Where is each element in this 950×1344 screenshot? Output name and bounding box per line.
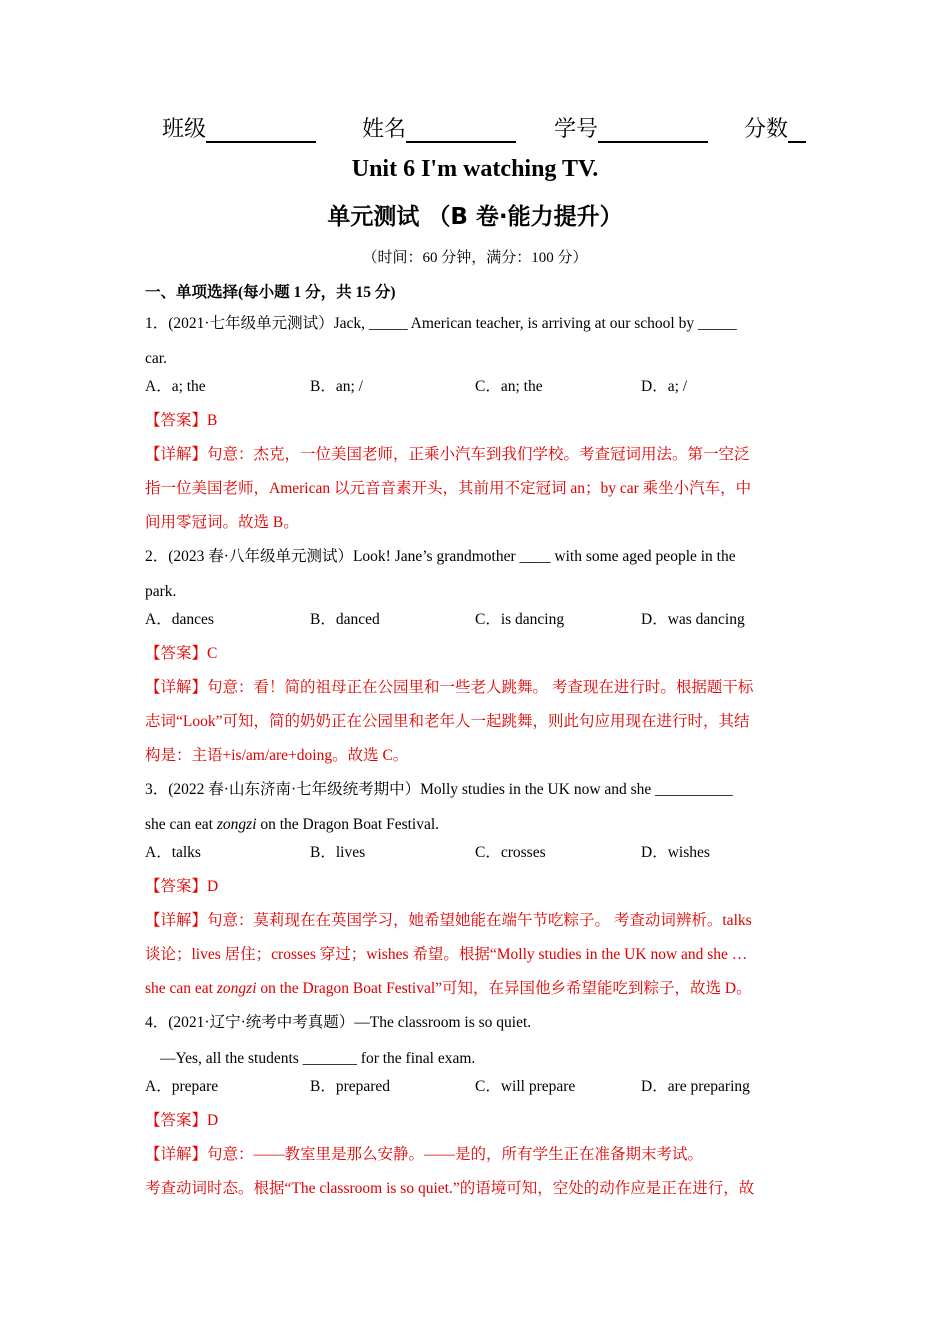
q2-option-c[interactable]: C．is dancing bbox=[475, 611, 565, 628]
q1-answer: 【答案】B bbox=[145, 412, 218, 429]
q3-stem-line2 bbox=[145, 814, 810, 836]
q1-stem-line1: 1．(2021·七年级单元测试）Jack, _____ American teacher, is arriving at our school by _____ bbox=[145, 315, 737, 332]
q3-stem-line2-post: on the Dragon Boat Festival. bbox=[256, 816, 440, 833]
q3-detail-line3-post: on the Dragon Boat Festival”可知，在异国他乡希望能吃到粽子，故选 D。 bbox=[256, 980, 752, 997]
q3-detail-zongzi: zongzi bbox=[216, 980, 257, 997]
q4-answer: 【答案】D bbox=[145, 1112, 219, 1129]
q4-detail-line2: 考查动词时态。根据“The classroom is so quiet.”的语境可知，空处的动作应是正在进行，故 bbox=[145, 1180, 755, 1197]
q1-option-a[interactable]: A．a; the bbox=[145, 378, 206, 395]
q3-answer: 【答案】D bbox=[145, 878, 219, 895]
q2-option-a[interactable]: A．dances bbox=[145, 611, 214, 628]
score-field bbox=[744, 112, 806, 143]
name-field bbox=[362, 112, 516, 143]
id-field bbox=[554, 112, 708, 143]
q4-stem-line2: —Yes, all the students _______ for the final exam. bbox=[160, 1050, 476, 1067]
q1-detail-line2: 指一位美国老师，American 以元音音素开头，其前用不定冠词 an；by car 乘坐小汽车，中 bbox=[145, 480, 752, 497]
q4-option-b[interactable]: B．prepared bbox=[310, 1078, 391, 1095]
q2-option-d[interactable]: D．was dancing bbox=[641, 611, 745, 628]
q4-option-a[interactable]: A．prepare bbox=[145, 1078, 219, 1095]
q2-stem-line2: park. bbox=[145, 583, 177, 600]
q4-stem-line1: 4．(2021·辽宁·统考中考真题）—The classroom is so quiet. bbox=[145, 1014, 532, 1031]
class-label: 班级 bbox=[162, 117, 207, 142]
name-blank[interactable] bbox=[406, 117, 516, 143]
q1-detail-line1: 【详解】句意：杰克，一位美国老师，正乘小汽车到我们学校。考查冠词用法。第一空泛 bbox=[145, 446, 750, 463]
q2-detail-line2: 志词“Look”可知，简的奶奶正在公园里和老年人一起跳舞，则此句应用现在进行时，其结 bbox=[145, 713, 750, 730]
id-label: 学号 bbox=[554, 117, 599, 142]
q3-option-a[interactable]: A．talks bbox=[145, 844, 201, 861]
score-blank[interactable] bbox=[788, 117, 806, 143]
q3-detail-line1: 【详解】句意：莫莉现在在英国学习，她希望她能在端午节吃粽子。 考查动词辨析。talks bbox=[145, 912, 752, 929]
id-blank[interactable] bbox=[598, 117, 708, 143]
test-title: 单元测试 （B 卷·能力提升） bbox=[327, 204, 623, 230]
q1-option-d[interactable]: D．a; / bbox=[641, 378, 688, 395]
section-title: 一、单项选择(每小题 1 分，共 15 分) bbox=[145, 284, 396, 301]
q2-answer: 【答案】C bbox=[145, 645, 218, 662]
q2-detail-line1: 【详解】句意：看！简的祖母正在公园里和一些老人跳舞。 考查现在进行时。根据题干标 bbox=[145, 679, 754, 696]
unit-title: Unit 6 I'm watching TV. bbox=[351, 156, 599, 182]
q3-option-c[interactable]: C．crosses bbox=[475, 844, 546, 861]
q4-option-d[interactable]: D．are preparing bbox=[641, 1078, 750, 1095]
q3-detail-line3-pre: she can eat bbox=[145, 980, 217, 997]
q4-detail-line1: 【详解】句意：——教室里是那么安静。——是的，所有学生正在准备期末考试。 bbox=[145, 1146, 704, 1163]
q1-option-c[interactable]: C．an; the bbox=[475, 378, 543, 395]
q1-stem-line2: car. bbox=[145, 350, 167, 367]
name-label: 姓名 bbox=[362, 117, 407, 142]
q4-option-c[interactable]: C．will prepare bbox=[475, 1078, 576, 1095]
q2-stem-line1: 2．(2023 春·八年级单元测试）Look! Jane’s grandmother ____ with some aged people in the bbox=[145, 548, 736, 565]
q2-detail-line3: 构是：主语+is/am/are+doing。故选 C。 bbox=[145, 747, 409, 764]
score-label: 分数 bbox=[744, 117, 789, 142]
q1-detail-line3: 间用零冠词。故选 B。 bbox=[145, 514, 299, 531]
q3-stem-line1: 3．(2022 春·山东济南·七年级统考期中）Molly studies in the UK now and she __________ bbox=[145, 781, 733, 798]
class-field bbox=[162, 112, 316, 143]
q3-option-d[interactable]: D．wishes bbox=[641, 844, 710, 861]
q3-detail-line3 bbox=[145, 978, 810, 1000]
student-info-header bbox=[162, 112, 822, 148]
q2-option-b[interactable]: B．danced bbox=[310, 611, 380, 628]
test-subtitle: （时间：60 分钟，满分：100 分） bbox=[362, 250, 588, 266]
q3-detail-line2: 谈论；lives 居住；crosses 穿过；wishes 希望。根据“Molly studies in the UK now and she … bbox=[145, 946, 748, 963]
q3-option-b[interactable]: B．lives bbox=[310, 844, 366, 861]
q3-stem-line2-pre: she can eat bbox=[145, 816, 217, 833]
q3-stem-zongzi: zongzi bbox=[216, 816, 257, 833]
class-blank[interactable] bbox=[206, 117, 316, 143]
q1-option-b[interactable]: B．an; / bbox=[310, 378, 363, 395]
